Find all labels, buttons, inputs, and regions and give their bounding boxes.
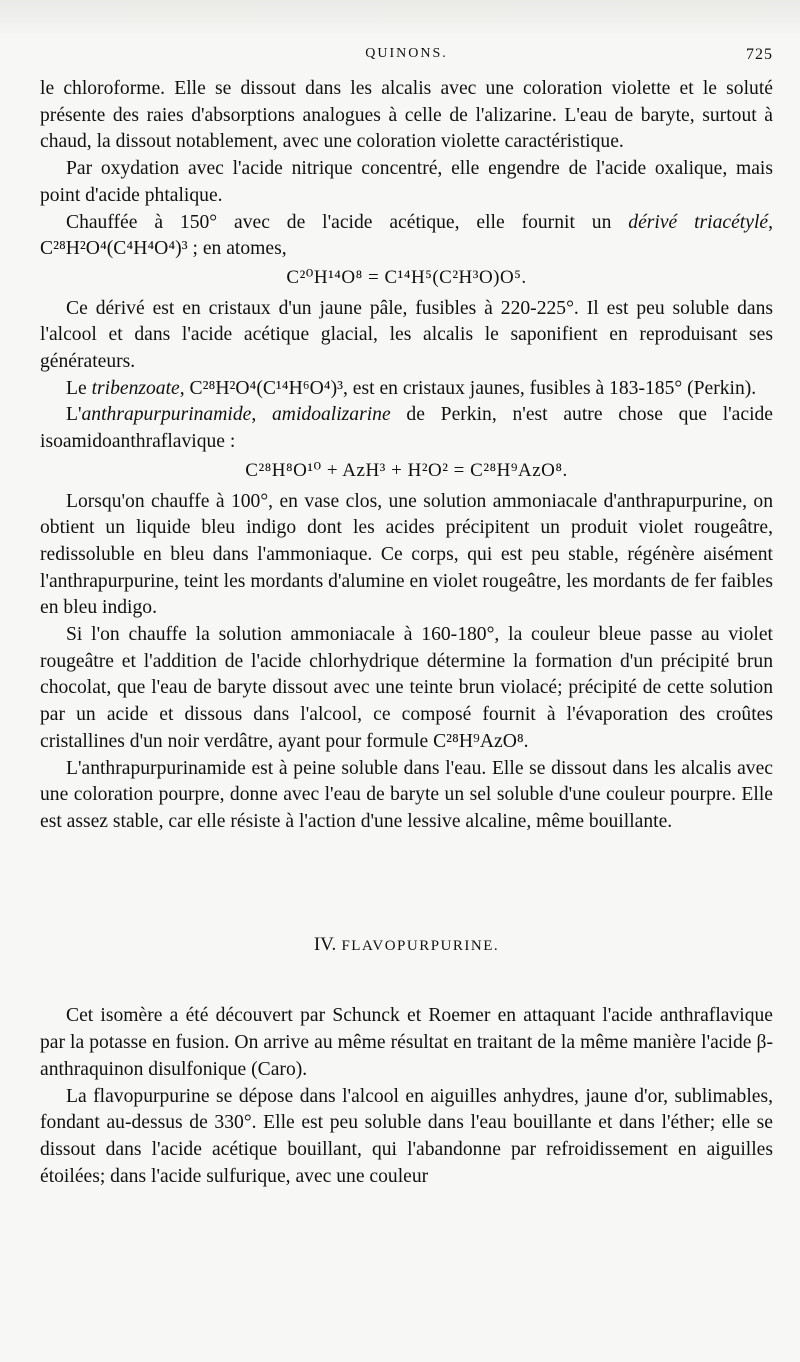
paragraph: Cet isomère a été découvert par Schunck et Roemer en attaquant l'acide anthraflavique par la potasse en fusion. On arrive au même résultat en traitant de la même manière l'acide β-anthraquinon disulfonique (Caro). (40, 1005, 773, 1080)
paragraph (40, 210, 773, 263)
equation: C²⁸H⁸O¹⁰ + AzH³ + H²O² = C²⁸H⁹AzO⁸. (245, 459, 568, 481)
chemical-formula: C²⁸H²O⁴(C⁴H⁴O⁴)³ (40, 238, 188, 260)
page-header (40, 46, 773, 74)
italic-term: dérivé triacétylé (628, 211, 769, 233)
italic-term: anthrapurpurinamide (81, 404, 252, 426)
paragraph: le chloroforme. Elle se dissout dans les alcalis avec une coloration violette et le soluté présente des raies d'absorptions analogues à celle de l'alizarine. L'eau de baryte, surtout à chaud, la dissout notablement, avec une coloration violette caractéristique. (40, 78, 773, 153)
italic-term: tribenzoate (91, 377, 180, 399)
paragraph: L'anthrapurpurinamide est à peine soluble dans l'eau. Elle se dissout dans les alcalis avec une coloration pourpre, donne avec l'eau de baryte un sel soluble d'une couleur pourpre. Elle est assez stable, car elle résiste à l'action d'une lessive alcaline, même bouillante. (40, 757, 773, 832)
text-run: Chauffée à 150° avec de l'acide acétique, elle fournit un (66, 211, 629, 233)
paragraph: Par oxydation avec l'acide nitrique concentré, elle engendre de l'acide oxalique, mais point d'acide phtalique. (40, 158, 773, 206)
section-heading (40, 932, 773, 960)
text-run: , C²⁸H²O⁴(C¹⁴H⁶O⁴)³, est en cristaux jaunes, fusibles à 183-185° (Perkin). (179, 377, 757, 399)
italic-term: amidoalizarine (272, 404, 391, 426)
page-number: 725 (746, 46, 773, 63)
paragraph (40, 402, 773, 455)
section-title: FLAVOPURPURINE. (341, 937, 500, 954)
running-title: QUINONS. (365, 46, 448, 61)
text-run: , (251, 404, 272, 426)
paragraph (40, 376, 773, 403)
section-number: IV. (313, 933, 337, 955)
page-body (40, 76, 773, 1190)
paragraph: Si l'on chauffe la solution ammoniacale à 160-180°, la couleur bleue passe au violet rougeâtre et l'addition de l'acide chlorhydrique détermine la formation d'un précipité brun chocolat, que l'eau de baryte dissout avec une teinte brun violacé; précipité de cette solution par un acide et dissous dans l'alcool, ce composé fournit à l'évaporation des croûtes cristallines d'un noir verdâtre, ayant pour formule C²⁸H⁹AzO⁸. (40, 624, 773, 752)
text-run: de Perkin, n'est autre chose que l'acide isoamidoanthraflavique : (40, 404, 774, 453)
paragraph: La flavopurpurine se dépose dans l'alcool en aiguilles anhydres, jaune d'or, sublimables, fondant au-dessus de 330°. Elle est peu soluble dans l'eau bouillante et dans l'éther; elle se dissout dans l'acide acétique bouillant, qui l'abandonne par refroidissement en aiguilles étoilées; dans l'acide sulfurique, avec une couleur (40, 1085, 773, 1187)
paragraph: Ce dérivé est en cristaux d'un jaune pâle, fusibles à 220-225°. Il est peu soluble dans l'alcool et dans l'acide acétique glacial, les alcalis le saponifient en reproduisant ses générateurs. (40, 297, 773, 373)
text-run: ; en atomes, (187, 238, 287, 260)
paragraph: Lorsqu'on chauffe à 100°, en vase clos, une solution ammoniacale d'anthrapurpurine, on obtient un liquide bleu indigo dont les acides précipitent un produit violet rougeâtre, redissoluble en bleu dans l'ammoniaque. Ce corps, qui est peu stable, régénère aisément l'anthrapurpurine, teint les mordants d'alumine en violet rougeâtre, les mordants de fer faibles en bleu indigo. (40, 490, 773, 619)
text-run: , (768, 211, 773, 233)
equation: C²⁰H¹⁴O⁸ = C¹⁴H⁵(C²H³O)O⁵. (286, 266, 527, 288)
text-run: L' (66, 404, 82, 426)
text-run: Le (66, 377, 92, 399)
